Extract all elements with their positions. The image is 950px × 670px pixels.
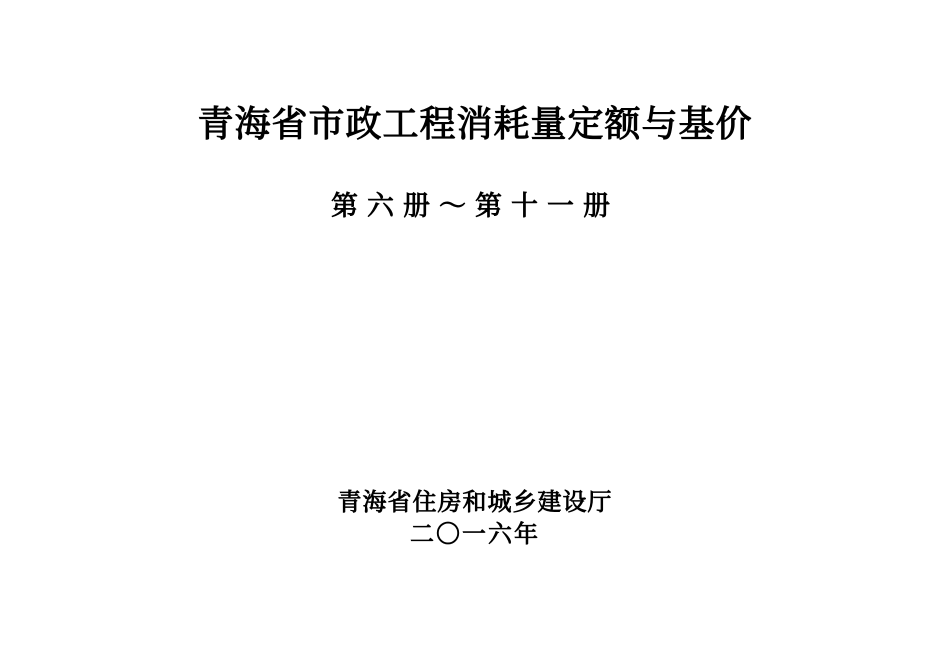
- publication-year: 二〇一六年: [410, 522, 540, 548]
- document-subtitle: 第六册～第十一册: [331, 191, 619, 221]
- publisher-name: 青海省住房和城乡建设厅: [337, 490, 613, 516]
- publisher-block: [0, 487, 950, 551]
- document-title: 青海省市政工程消耗量定额与基价: [197, 104, 753, 144]
